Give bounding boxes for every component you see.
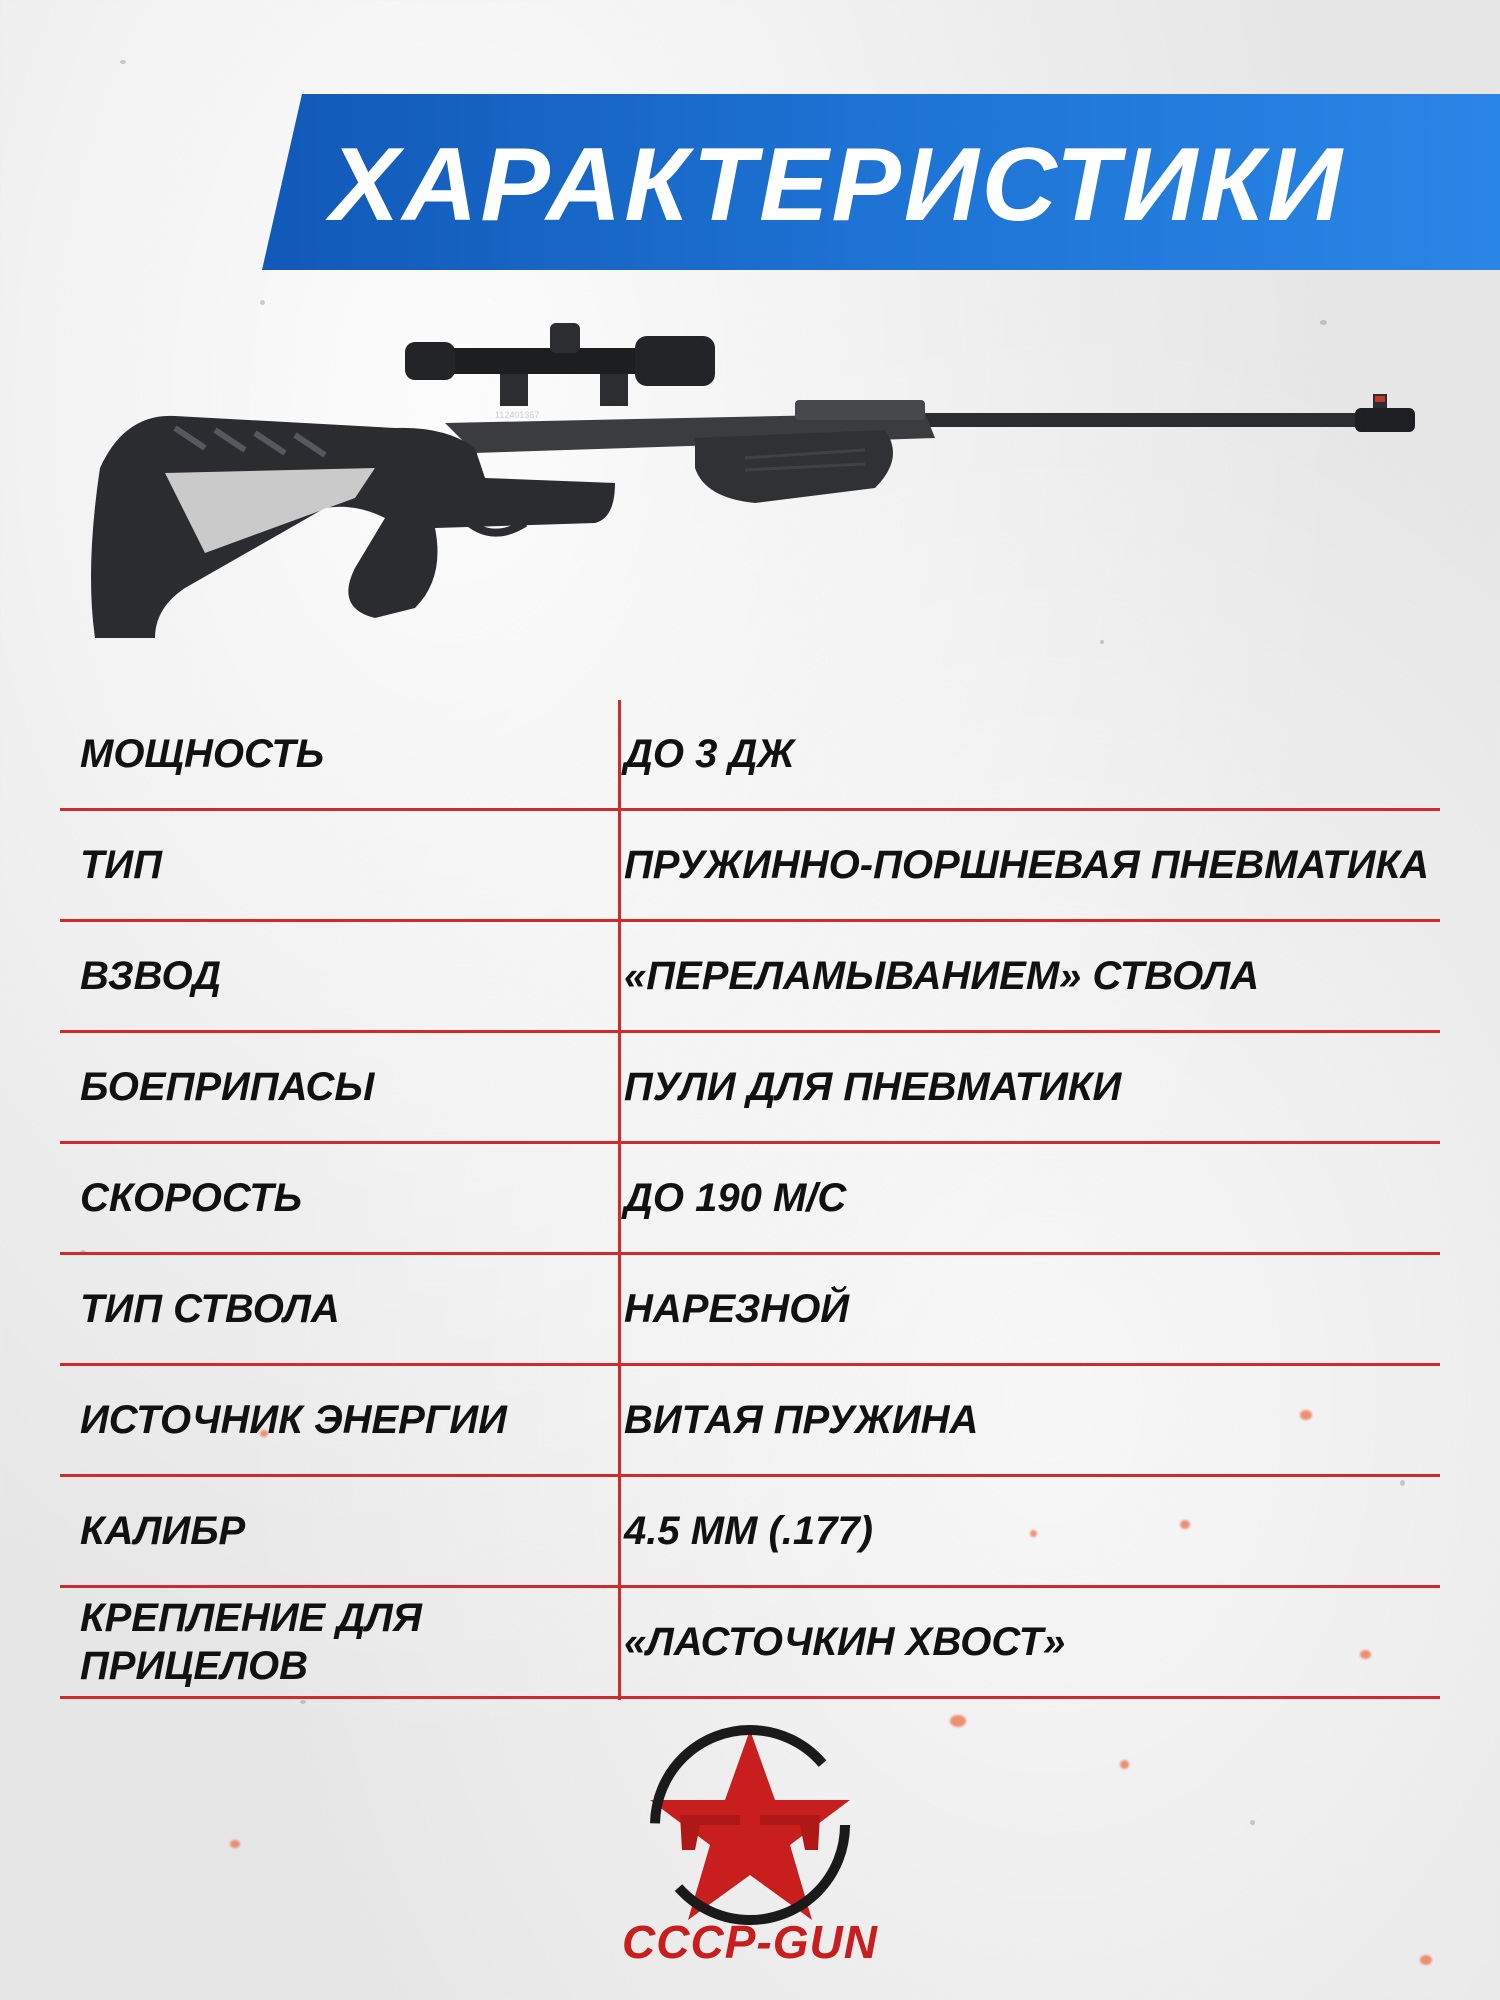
spec-value: ПУЛИ ДЛЯ ПНЕВМАТИКИ xyxy=(624,1065,1122,1109)
spec-label: СКОРОСТЬ xyxy=(80,1176,302,1220)
air-rifle-image xyxy=(55,318,1455,648)
spec-label: КРЕПЛЕНИЕ ДЛЯ ПРИЦЕЛОВ xyxy=(80,1596,422,1688)
spec-value: «ЛАСТОЧКИН ХВОСТ» xyxy=(624,1620,1066,1664)
spec-label: ТИП СТВОЛА xyxy=(80,1287,340,1331)
spec-label: БОЕПРИПАСЫ xyxy=(80,1065,375,1109)
spec-value: ВИТАЯ ПРУЖИНА xyxy=(624,1398,979,1442)
spec-row xyxy=(60,811,1440,922)
spec-value: НАРЕЗНОЙ xyxy=(624,1287,850,1331)
spec-row xyxy=(60,700,1440,811)
spec-row xyxy=(60,1477,1440,1588)
spec-value: ПРУЖИННО-ПОРШНЕВАЯ ПНЕВМАТИКА xyxy=(624,843,1429,887)
spec-label: КАЛИБР xyxy=(80,1509,246,1553)
spec-row xyxy=(60,1033,1440,1144)
specs-table xyxy=(60,700,1440,1699)
spec-label: ТИП xyxy=(80,843,162,887)
serial-number: 112401367 xyxy=(495,410,540,420)
spec-row xyxy=(60,1588,1440,1699)
spec-label: ВЗВОД xyxy=(80,954,221,998)
brand-name: СССР-GUN xyxy=(622,1916,878,1968)
spec-row xyxy=(60,922,1440,1033)
spec-row xyxy=(60,1255,1440,1366)
spec-label: МОЩНОСТЬ xyxy=(80,732,325,776)
spec-row xyxy=(60,1144,1440,1255)
spec-value: «ПЕРЕЛАМЫВАНИЕМ» СТВОЛА xyxy=(624,954,1260,998)
spec-value: 4.5 ММ (.177) xyxy=(624,1509,873,1553)
spec-row xyxy=(60,1366,1440,1477)
page-title: ХАРАКТЕРИСТИКИ xyxy=(330,127,1345,243)
spec-value: ДО 190 М/С xyxy=(624,1176,847,1220)
spec-label: ИСТОЧНИК ЭНЕРГИИ xyxy=(80,1398,507,1442)
spec-value: ДО 3 ДЖ xyxy=(624,732,795,776)
